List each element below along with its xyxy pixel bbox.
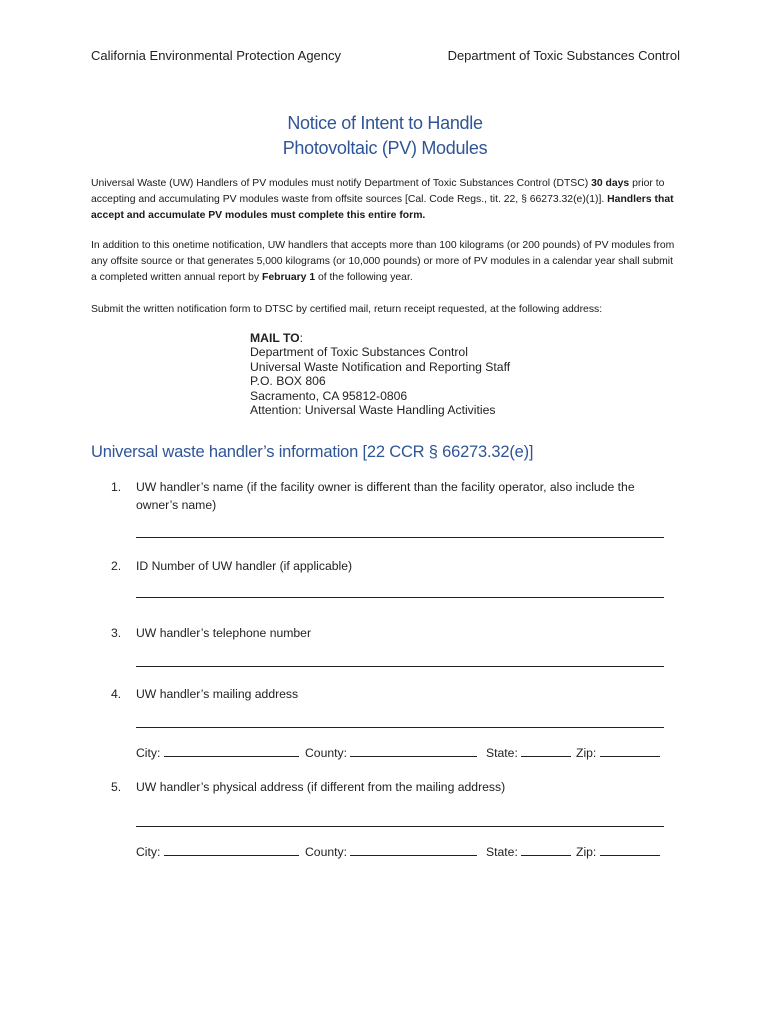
- form-title: [0, 111, 770, 161]
- question-1-number: 1.: [111, 480, 122, 494]
- mailing-zip-label: Zip:: [576, 746, 597, 760]
- mail-to-line-4: Sacramento, CA 95812-0806: [250, 388, 408, 403]
- intro-p1-text-c: prior to accepting and accumulating PV modules waste from offsite sources [Cal. Code Regs., tit. 22, § 66273.32(e)(1)].: [91, 178, 665, 205]
- physical-zip-label: Zip:: [576, 845, 597, 859]
- form-title-line2: Photovoltaic (PV) Modules: [282, 138, 488, 158]
- intro-p2-bold-date: February 1: [261, 272, 316, 283]
- mail-to-line-5: Attention: Universal Waste Handling Activities: [250, 403, 496, 418]
- question-2-answer-line[interactable]: [136, 597, 664, 598]
- question-1-label: UW handler’s name (if the facility owner is different than the facility operator, also include the owner’s name): [136, 480, 635, 512]
- header-department: Department of Toxic Substances Control: [447, 48, 680, 63]
- physical-county-blank[interactable]: [350, 845, 477, 856]
- mail-to-line-1: Department of Toxic Substances Control: [250, 345, 468, 360]
- question-5-answer-line[interactable]: [136, 826, 664, 827]
- mailing-state-label: State:: [486, 746, 518, 760]
- mailing-address-block: [250, 331, 510, 417]
- physical-state-field[interactable]: [486, 845, 571, 859]
- question-3-answer-line[interactable]: [136, 666, 664, 667]
- header-agency: California Environmental Protection Agency: [91, 48, 342, 63]
- physical-state-label: State:: [486, 845, 518, 859]
- physical-county-field[interactable]: [305, 845, 477, 859]
- mail-to-label: [250, 331, 510, 345]
- mailing-state-field[interactable]: [486, 746, 571, 760]
- mail-to-colon: :: [299, 331, 304, 345]
- question-3-label: UW handler’s telephone number: [136, 626, 312, 640]
- mailing-zip-blank[interactable]: [600, 746, 660, 757]
- intro-p2-text-a: In addition to this onetime notification, UW handlers that accepts more than 100 kilograms (or 200 pounds) of PV modules from any offsite source or that generates 5,000 kilograms (or 10,000 pounds) or more of PV modules in a calendar year shall submit a completed written annual report by: [91, 240, 675, 283]
- physical-city-label: City:: [136, 845, 161, 859]
- physical-zip-field[interactable]: [576, 845, 660, 859]
- mailing-city-field[interactable]: [136, 746, 299, 760]
- intro-paragraph-2: [91, 238, 681, 286]
- intro-paragraph-3: Submit the written notification form to DTSC by certified mail, return receipt requested, at the following address:: [91, 304, 603, 315]
- question-5-number: 5.: [111, 780, 122, 794]
- intro-paragraph-1: [91, 176, 681, 224]
- intro-p1-text-a: Universal Waste (UW) Handlers of PV modules must notify Department of Toxic Substances Control (DTSC): [91, 178, 592, 189]
- section-heading: Universal waste handler’s information [22 CCR § 66273.32(e)]: [91, 443, 534, 461]
- intro-p1-bold-requirement: Handlers that accept and accumulate PV modules must complete this entire form.: [91, 194, 674, 221]
- mailing-city-label: City:: [136, 746, 161, 760]
- form-title-line1: Notice of Intent to Handle: [287, 113, 483, 133]
- mailing-state-blank[interactable]: [521, 746, 571, 757]
- mailing-city-blank[interactable]: [164, 746, 299, 757]
- mail-to-label-text: MAIL TO: [250, 331, 300, 345]
- mailing-zip-field[interactable]: [576, 746, 660, 760]
- mailing-county-blank[interactable]: [350, 746, 477, 757]
- question-1-answer-line[interactable]: [136, 537, 664, 538]
- question-4-number: 4.: [111, 687, 122, 701]
- mail-to-line-2: Universal Waste Notification and Reporting Staff: [250, 359, 511, 374]
- question-4-label: UW handler’s mailing address: [136, 687, 299, 701]
- intro-p1-bold-30-days: 30 days: [591, 178, 630, 189]
- physical-city-field[interactable]: [136, 845, 299, 859]
- question-3-number: 3.: [111, 626, 122, 640]
- question-4-answer-line[interactable]: [136, 727, 664, 728]
- physical-zip-blank[interactable]: [600, 845, 660, 856]
- intro-p2-text-c: of the following year.: [315, 272, 413, 283]
- mailing-county-field[interactable]: [305, 746, 477, 760]
- physical-county-label: County:: [305, 845, 348, 859]
- physical-state-blank[interactable]: [521, 845, 571, 856]
- question-2-number: 2.: [111, 559, 122, 573]
- question-5-label: UW handler’s physical address (if different from the mailing address): [136, 780, 506, 794]
- mailing-county-label: County:: [305, 746, 348, 760]
- physical-city-blank[interactable]: [164, 845, 299, 856]
- mail-to-line-3: P.O. BOX 806: [250, 374, 326, 389]
- question-2-label: ID Number of UW handler (if applicable): [136, 559, 353, 573]
